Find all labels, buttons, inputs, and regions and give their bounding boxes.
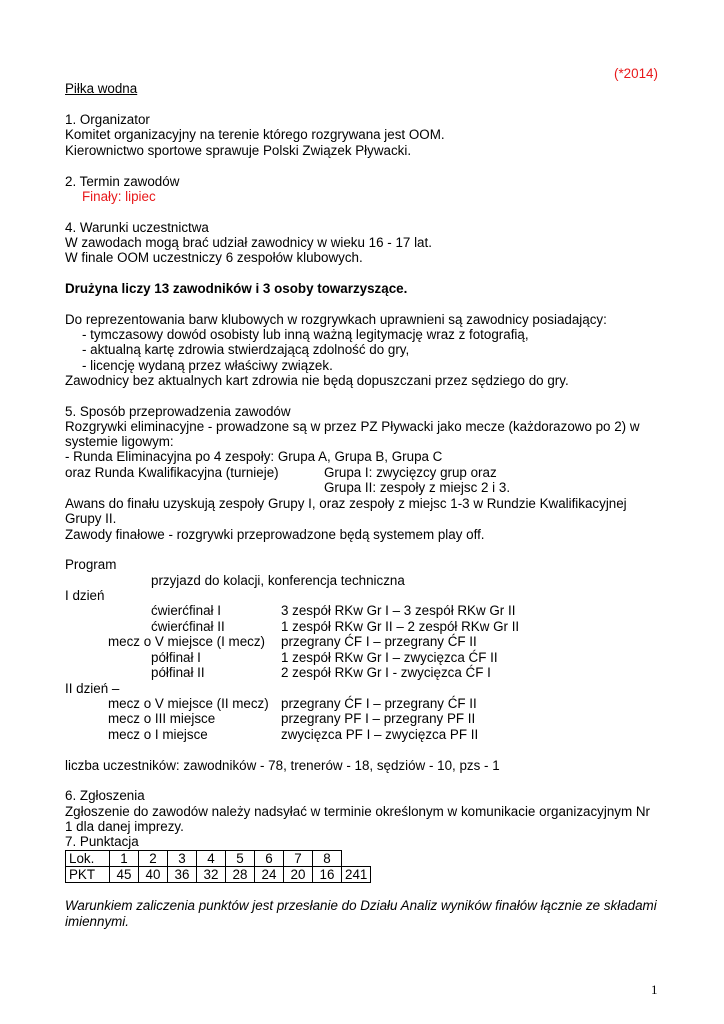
eligibility-item: - aktualną kartę zdrowia stwierdzającą zdolność do gry,	[82, 342, 410, 357]
program-match-label: mecz o V miejsce (II mecz)	[108, 696, 269, 711]
program-match-pairing: przegrany ĆF I – przegrany ĆF II	[281, 696, 477, 711]
format-line: - Runda Eliminacyjna po 4 zespoły: Grupa A, Grupa B, Grupa C	[65, 449, 443, 464]
table-cell: 7	[284, 851, 313, 867]
conditions-line: W zawodach mogą brać udział zawodnicy w wieku 16 - 17 lat.	[65, 235, 432, 250]
table-cell: 1	[110, 851, 139, 867]
participants-count: liczba uczestników: zawodników - 78, trenerów - 18, sędziów - 10, pzs - 1	[65, 758, 500, 773]
program-match-label: półfinał II	[151, 665, 205, 680]
format-line: oraz Runda Kwalifikacyjna (turnieje)	[65, 465, 279, 480]
program-day-1: I dzień	[65, 588, 105, 603]
program-match-label: półfinał I	[151, 650, 201, 665]
program-match-pairing: 1 zespół RKw Gr II – 2 zespół RKw Gr II	[281, 619, 520, 634]
team-size-note: Drużyna liczy 13 zawodników i 3 osoby towarzyszące.	[65, 281, 408, 296]
table-cell: 24	[255, 867, 284, 883]
section-organizer-heading: 1. Organizator	[65, 112, 150, 127]
format-line: Zawody finałowe - rozgrywki przeprowadzone będą systemem play off.	[65, 527, 485, 542]
footnote: imiennymi.	[65, 914, 129, 929]
table-cell: 3	[168, 851, 197, 867]
table-cell: 45	[110, 867, 139, 883]
registration-line: Zgłoszenie do zawodów należy nadsyłać w terminie określonym w komunikacie organizacyjnym Nr	[65, 804, 650, 819]
eligibility-item: - licencję wydaną przez właściwy związek.	[82, 358, 333, 373]
table-cell: 8	[313, 851, 342, 867]
program-match-label: mecz o V miejsce (I mecz)	[108, 634, 265, 649]
table-cell-empty	[342, 851, 371, 867]
conditions-line: W finale OOM uczestniczy 6 zespołów klubowych.	[65, 250, 363, 265]
table-cell: PKT	[66, 867, 110, 883]
program-match-pairing: zwycięzca PF I – zwycięzca PF II	[281, 727, 479, 742]
table-cell: 4	[197, 851, 226, 867]
program-match-label: ćwierćfinał I	[151, 603, 221, 618]
program-match-pairing: 1 zespół RKw Gr I – zwycięzca ĆF II	[281, 650, 498, 665]
program-day-2: II dzień –	[65, 681, 120, 696]
program-match-label: mecz o III miejsce	[108, 711, 216, 726]
program-match-pairing: przegrany PF I – przegrany PF II	[281, 711, 476, 726]
table-cell: 20	[284, 867, 313, 883]
section-conditions-heading: 4. Warunki uczestnictwa	[65, 220, 209, 235]
table-cell: 40	[139, 867, 168, 883]
eligibility-intro: Do reprezentowania barw klubowych w rozgrywkach uprawnieni są zawodnicy posiadający:	[65, 312, 607, 327]
format-line: Grupy II.	[65, 511, 117, 526]
scoring-table	[65, 850, 371, 883]
program-arrival: przyjazd do kolacji, konferencja techniczna	[151, 573, 405, 588]
section-scoring-heading: 7. Punktacja	[65, 834, 139, 849]
table-cell: 28	[226, 867, 255, 883]
registration-line: 1 dla danej imprezy.	[65, 819, 184, 834]
organizer-line: Kierownictwo sportowe sprawuje Polski Związek Pływacki.	[65, 143, 412, 158]
table-cell: 5	[226, 851, 255, 867]
program-match-pairing: 2 zespół RKw Gr I - zwycięzca ĆF I	[281, 665, 491, 680]
program-match-label: ćwierćfinał II	[151, 619, 225, 634]
footnote: Warunkiem zaliczenia punktów jest przesłanie do Działu Analiz wyników finałów łącznie ze składami	[65, 898, 657, 913]
program-heading: Program	[65, 557, 117, 572]
format-line: systemie ligowym:	[65, 434, 174, 449]
eligibility-item: - tymczasowy dowód osobisty lub inną ważną legitymację wraz z fotografią,	[82, 327, 529, 342]
program-match-label: mecz o I miejsce	[108, 727, 208, 742]
table-cell: Lok.	[66, 851, 110, 867]
format-line: Awans do finału uzyskują zespoły Grupy I, oraz zespoły z miejsc 1-3 w Rundzie Kwalifikacyjnej	[65, 496, 627, 511]
table-cell: 36	[168, 867, 197, 883]
page-number: 1	[651, 982, 658, 997]
table-row	[66, 851, 371, 867]
section-format-heading: 5. Sposób przeprowadzenia zawodów	[65, 404, 291, 419]
health-card-note: Zawodnicy bez aktualnych kart zdrowia nie będą dopuszczani przez sędziego do gry.	[65, 373, 569, 388]
format-group-i: Grupa I: zwycięzcy grup oraz	[324, 465, 497, 480]
table-cell: 16	[313, 867, 342, 883]
table-cell: 6	[255, 851, 284, 867]
page-title: Piłka wodna	[65, 81, 138, 96]
table-row	[66, 867, 371, 883]
format-line: Rozgrywki eliminacyjne - prowadzone są w przez PZ Pływacki jako mecze (każdorazowo po 2) w	[65, 419, 640, 434]
format-group-ii: Grupa II: zespoły z miejsc 2 i 3.	[324, 480, 511, 495]
table-cell: 32	[197, 867, 226, 883]
organizer-line: Komitet organizacyjny na terenie którego rozgrywana jest OOM.	[65, 127, 445, 142]
program-match-pairing: przegrany ĆF I – przegrany ĆF II	[281, 634, 477, 649]
program-match-pairing: 3 zespół RKw Gr I – 3 zespół RKw Gr II	[281, 603, 516, 618]
section-registration-heading: 6. Zgłoszenia	[65, 788, 145, 803]
table-cell: 2	[139, 851, 168, 867]
finals-date: Finały: lipiec	[82, 189, 156, 204]
section-date-heading: 2. Termin zawodów	[65, 174, 180, 189]
year-tag: (*2014)	[614, 66, 658, 81]
table-cell-total: 241	[342, 867, 371, 883]
